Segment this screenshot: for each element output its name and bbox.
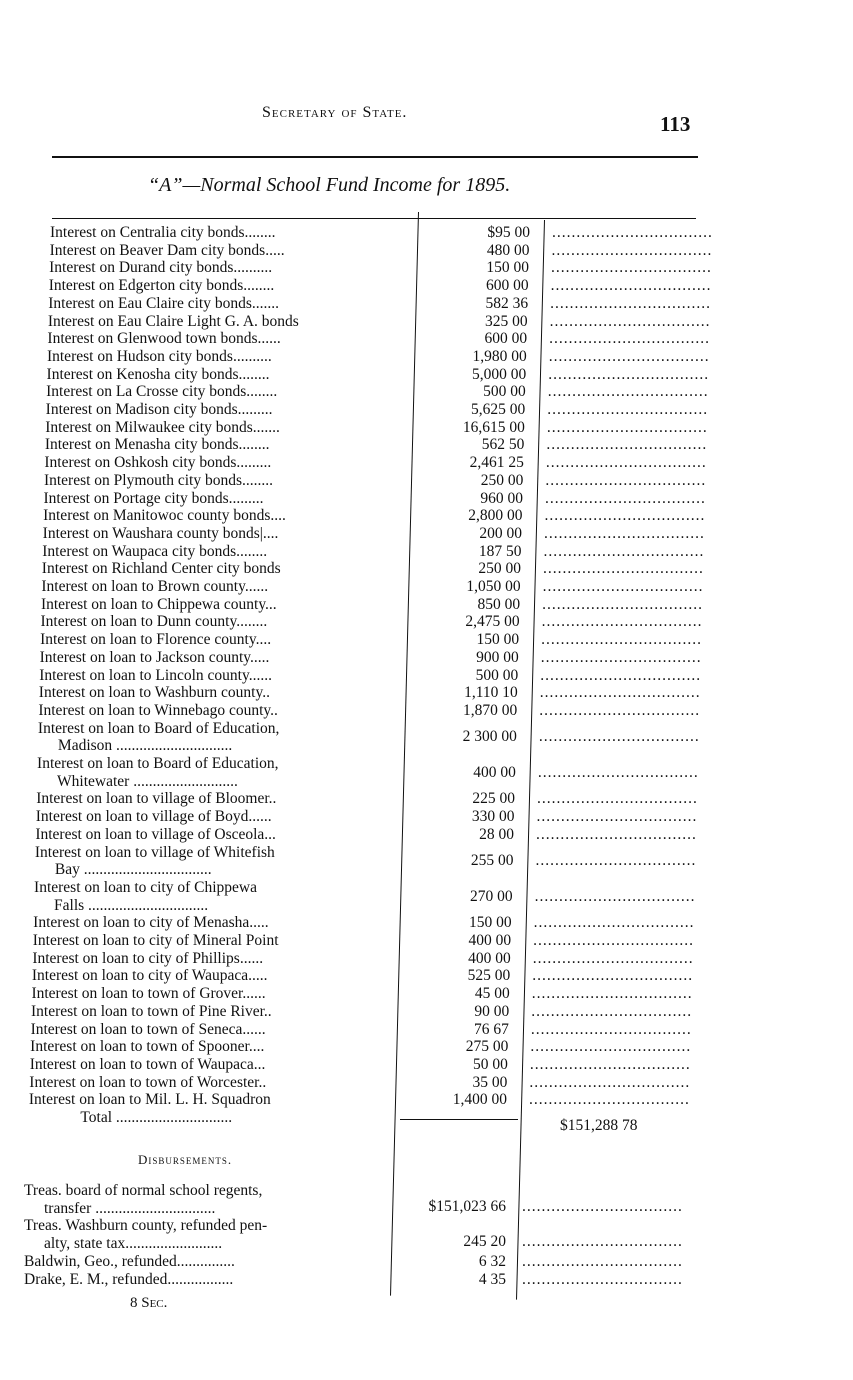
row-leader-dots: ................................. [536, 790, 698, 808]
row-leader-dots: ................................. [530, 1020, 692, 1038]
row-label: Interest on Richland Center city bonds [41, 560, 281, 578]
row-leader-dots: ................................. [539, 684, 701, 702]
row-label: Interest on loan to town of Seneca...... [30, 1020, 266, 1038]
row-label: Interest on loan to Mil. L. H. Squadron [28, 1091, 271, 1109]
row-amount: 28 00 [479, 825, 514, 843]
row-leader-dots: ................................. [543, 560, 704, 578]
row-leader-dots: ................................. [546, 436, 708, 454]
disbursements-heading: Disbursements. [138, 1152, 233, 1167]
total-amount: $151,288 78 [560, 1117, 638, 1134]
row-label: Interest on loan to Florence county.... [40, 631, 272, 649]
row-leader-dots: ................................. [547, 383, 709, 401]
row-amount: 2 300 00 [462, 728, 517, 746]
row-label: Interest on Waushara county bonds|.... [42, 524, 279, 542]
row-leader-dots: ................................. [544, 524, 705, 542]
row-label: Interest on Centralia city bonds........ [50, 224, 276, 241]
row-amount: 325 00 [485, 312, 528, 330]
row-amount: 76 67 [473, 1020, 509, 1038]
row-leader-dots: ................................. [549, 312, 711, 330]
row-label: Interest on Plymouth city bonds........ [43, 471, 273, 489]
row-leader-dots: ................................. [544, 507, 706, 525]
row-leader-dots: ................................. [549, 330, 711, 348]
row-leader-dots: ................................. [548, 365, 710, 383]
row-leader-dots: ................................. [533, 914, 695, 932]
row-amount: 200 00 [479, 524, 522, 542]
row-label: Treas. board of normal school regents, [24, 1182, 263, 1199]
row-leader-dots: ................................. [542, 578, 704, 595]
row-leader-dots: ................................. [522, 1252, 683, 1270]
row-label: Interest on loan to Brown county...... [41, 578, 269, 595]
row-label: Interest on Oshkosh city bonds......... [44, 454, 272, 472]
row-amount: 6 32 [478, 1252, 506, 1270]
row-leader-dots: ................................. [537, 763, 699, 781]
row-amount: 270 00 [469, 887, 513, 905]
row-label: Interest on loan to town of Worcester.. [29, 1073, 267, 1091]
row-amount: 225 00 [472, 790, 515, 808]
row-label-continued: Falls ............................... [54, 896, 209, 914]
row-label: Interest on Glenwood town bonds...... [47, 330, 281, 348]
row-amount: 400 00 [468, 949, 511, 967]
row-label: Interest on Eau Claire city bonds....... [48, 294, 279, 312]
row-label-continued: transfer ............................... [44, 1199, 216, 1217]
row-amount: 4 35 [478, 1270, 506, 1288]
row-amount: 150 00 [486, 259, 530, 277]
row-amount: 500 00 [483, 383, 526, 401]
row-amount: 525 00 [467, 967, 511, 985]
row-leader-dots: ................................. [541, 613, 703, 631]
row-label: Interest on loan to village of Bloomer.. [36, 790, 277, 808]
page-number: 113 [660, 112, 691, 136]
row-leader-dots: ................................. [534, 887, 696, 905]
row-label: Interest on loan to village of Boyd...... [35, 808, 272, 826]
row-amount: 2,800 00 [468, 507, 523, 525]
row-label: Interest on Milwaukee city bonds....... [45, 418, 280, 436]
row-label: Interest on Portage city bonds......... [43, 489, 264, 507]
row-leader-dots: ................................. [552, 224, 713, 241]
row-leader-dots: ................................. [536, 808, 698, 826]
row-amount: 582 36 [485, 294, 529, 312]
row-leader-dots: ................................. [541, 631, 703, 649]
row-amount: 2,461 25 [469, 454, 524, 472]
row-leader-dots: ................................. [530, 1038, 692, 1056]
row-leader-dots: ................................. [551, 259, 712, 277]
row-amount: 255 00 [470, 852, 514, 870]
row-label: Interest on Madison city bonds......... [45, 401, 273, 418]
total-rule [400, 1119, 518, 1120]
row-amount: 150 00 [476, 631, 520, 649]
row-amount: 250 00 [478, 560, 522, 578]
row-leader-dots: ................................. [551, 241, 713, 259]
row-leader-dots: ................................. [522, 1270, 683, 1288]
row-leader-dots: ................................. [547, 401, 709, 418]
row-leader-dots: ................................. [531, 1002, 693, 1020]
row-leader-dots: ................................. [538, 728, 700, 746]
row-amount: 400 00 [473, 763, 516, 781]
row-label: Interest on loan to Washburn county.. [38, 684, 270, 702]
row-label: Interest on Menasha city bonds........ [44, 436, 270, 454]
row-leader-dots: ................................. [529, 1073, 691, 1091]
row-amount: 900 00 [476, 648, 519, 666]
row-amount: 50 00 [473, 1055, 508, 1073]
row-amount: 1,110 10 [464, 684, 518, 702]
row-amount: 5,000 00 [471, 365, 527, 383]
row-label: Treas. Washburn county, refunded pen- [24, 1217, 268, 1235]
title-rule [52, 218, 696, 219]
row-label: Interest on loan to Jackson county..... [39, 648, 270, 666]
row-amount: 5,625 00 [471, 401, 526, 418]
running-header: Secretary of State. [262, 104, 408, 121]
row-label: Interest on loan to town of Spooner.... [30, 1038, 265, 1056]
row-amount: 600 00 [485, 277, 529, 295]
row-leader-dots: ................................. [544, 489, 706, 507]
row-label: Interest on loan to Chippewa county... [40, 595, 277, 613]
row-label: Interest on loan to city of Menasha..... [33, 914, 269, 932]
row-leader-dots: ................................. [548, 347, 710, 365]
row-amount: 1,980 00 [472, 347, 527, 365]
row-label: Interest on loan to town of Grover...... [31, 985, 266, 1003]
row-leader-dots: ................................. [540, 648, 702, 666]
row-label: Interest on Eau Claire Light G. A. bonds [47, 312, 299, 330]
row-amount: 90 00 [474, 1002, 510, 1020]
row-label: Interest on La Crosse city bonds........ [46, 383, 278, 401]
row-leader-dots: ................................. [545, 454, 707, 472]
row-amount: 1,400 00 [452, 1091, 507, 1109]
row-leader-dots: ................................. [546, 418, 708, 436]
row-leader-dots: ................................. [522, 1233, 683, 1251]
row-leader-dots: ................................. [533, 932, 695, 949]
row-leader-dots: ................................. [528, 1091, 690, 1109]
row-amount: 2,475 00 [465, 613, 520, 631]
row-label: Interest on Beaver Dam city bonds..... [49, 241, 285, 259]
row-label: Interest on Durand city bonds.......... [49, 259, 273, 277]
row-leader-dots: ................................. [540, 666, 702, 684]
label-amount-divider [390, 212, 419, 1296]
header-rule [52, 156, 698, 158]
row-label: Interest on Manitowoc county bonds.... [43, 507, 286, 525]
row-label-continued: Bay ................................. [54, 861, 212, 879]
row-label: Interest on loan to city of Phillips...... [32, 949, 264, 967]
row-amount: 150 00 [469, 914, 512, 932]
row-amount: 850 00 [477, 595, 521, 613]
row-amount: 35 00 [472, 1073, 508, 1091]
row-amount: $95 00 [487, 224, 530, 241]
row-leader-dots: ................................. [545, 471, 707, 489]
row-amount: 500 00 [475, 666, 519, 684]
row-label: Interest on loan to city of Mineral Point [32, 932, 279, 949]
signature-mark: 8 Sec. [130, 1295, 168, 1311]
row-leader-dots: ................................. [532, 949, 694, 967]
row-amount: 330 00 [471, 808, 515, 826]
row-label-continued: Whitewater ........................... [57, 772, 238, 790]
row-amount: 187 50 [478, 542, 522, 560]
total-label: Total .............................. [80, 1109, 233, 1126]
row-leader-dots: ................................. [532, 967, 694, 985]
row-leader-dots: ................................. [531, 985, 693, 1003]
row-label: Interest on loan to Board of Education, [37, 719, 280, 737]
row-leader-dots: ................................. [542, 595, 703, 613]
row-label: Interest on Waupaca city bonds........ [42, 542, 268, 560]
row-label: Baldwin, Geo., refunded............... [24, 1252, 235, 1270]
row-label-continued: Madison .............................. [57, 737, 233, 755]
row-amount: 1,050 00 [466, 578, 521, 595]
row-label: Interest on loan to Dunn county........ [40, 613, 268, 631]
row-amount: 245 20 [463, 1233, 506, 1251]
row-label: Interest on Kenosha city bonds........ [46, 365, 270, 383]
row-leader-dots: ................................. [529, 1055, 691, 1073]
row-label-continued: alty, state tax......................... [44, 1235, 223, 1253]
row-label: Interest on loan to city of Waupaca..... [31, 967, 268, 985]
row-amount: $151,023 66 [428, 1197, 506, 1215]
row-label: Interest on loan to Board of Education, [37, 755, 279, 772]
row-label: Interest on loan to Lincoln county...... [39, 666, 272, 684]
row-amount: 275 00 [465, 1038, 509, 1056]
row-label: Interest on loan to town of Pine River.. [31, 1002, 272, 1020]
row-label: Interest on loan to Winnebago county.. [38, 701, 278, 719]
row-label: Drake, E. M., refunded................. [24, 1270, 234, 1288]
row-amount: 960 00 [480, 489, 523, 507]
row-leader-dots: ................................. [536, 825, 697, 843]
row-leader-dots: ................................. [535, 852, 697, 870]
row-leader-dots: ................................. [543, 542, 705, 560]
row-label: Interest on loan to city of Chippewa [34, 878, 258, 896]
row-leader-dots: ................................. [539, 701, 701, 719]
row-leader-dots: ................................. [522, 1197, 683, 1215]
row-amount: 1,870 00 [463, 701, 518, 719]
table-title: “A”—Normal School Fund Income for 1895. [148, 174, 511, 196]
row-label: Interest on loan to town of Waupaca... [29, 1055, 266, 1073]
row-amount: 250 00 [480, 471, 524, 489]
row-amount: 562 50 [481, 436, 525, 454]
row-label: Interest on loan to village of Whitefish [34, 843, 275, 861]
row-label: Interest on loan to village of Osceola... [35, 825, 276, 843]
row-amount: 600 00 [484, 330, 528, 348]
row-amount: 16,615 00 [462, 418, 525, 436]
row-leader-dots: ................................. [550, 277, 712, 295]
row-amount: 45 00 [474, 985, 510, 1003]
row-amount: 400 00 [468, 932, 512, 949]
row-leader-dots: ................................. [550, 294, 711, 312]
row-amount: 480 00 [486, 241, 530, 259]
row-label: Interest on Edgerton city bonds........ [48, 277, 275, 295]
row-label: Interest on Hudson city bonds.......... [46, 347, 272, 365]
